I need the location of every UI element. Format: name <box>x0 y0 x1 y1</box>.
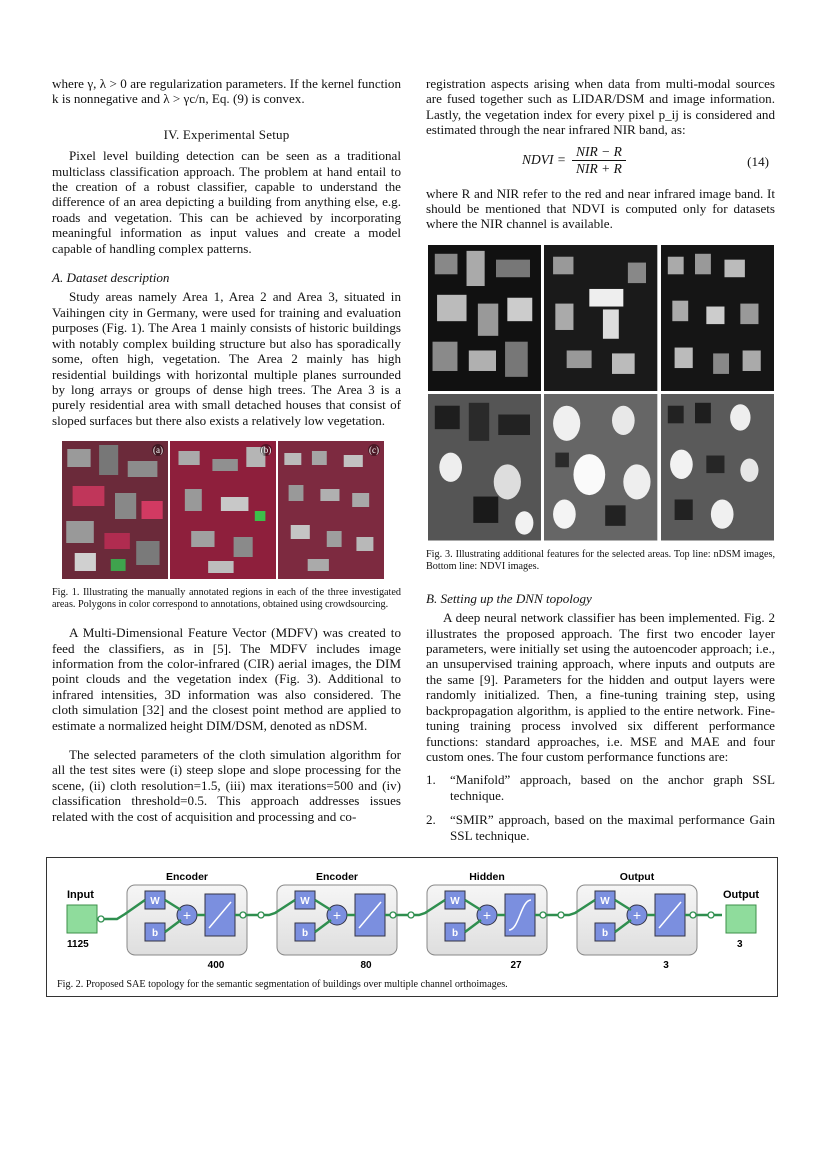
bias-label: b <box>601 928 609 939</box>
subsection-title: B. Setting up the DNN topology <box>426 590 592 606</box>
figure-2 <box>46 857 778 997</box>
weight-label: W <box>300 896 310 907</box>
layer-block <box>577 871 697 971</box>
left-column <box>52 76 401 824</box>
layer-title: Hidden <box>469 871 505 883</box>
ndsm-image <box>544 245 657 392</box>
list-item: 2. “SMIR” approach, based on the maximal performance Gain SSL technique. <box>426 812 775 843</box>
fig1-panel-a <box>62 441 168 579</box>
layer-size: 80 <box>360 960 372 971</box>
figure-1 <box>62 441 384 579</box>
paragraph: The selected parameters of the cloth simulation algorithm for all the test sites were (i) steep slope and slope processing for the scene, (ii) cloth resolution=1.5, (iii) max iterations=500 and (iv) classification threshold=0.5. This approach addresses issues related with the cost of acquisition and processing and co- <box>52 746 401 824</box>
paragraph: A deep neural network classifier has been implemented. Fig. 2 illustrates the proposed approach. The first two encoder layer parameters, were initially set using the autoencoder approach; i.e., an unsupervised training approach, where inputs and outputs are the same [9]. Parameters for the hidden and output layers were randomly initialized. Then, a fine-tuning training step, using backpropagation algorithm, is applied to the entire network. Fine-tuning training process involved six different performance functions: standard approaches, i.e. MSE and MAE and four custom ones. The four custom performance functions are: <box>426 610 775 764</box>
weight-label: W <box>150 896 160 907</box>
input-node <box>67 905 97 933</box>
paragraph: A Multi-Dimensional Feature Vector (MDFV) was created to feed the classifiers, as in [5]. The MDFV includes image information from the color-infrared (CIR) aerial images, the DIM point clouds and the vegetation index (Fig. 3). Additional to infrared intensities, 3D information was also considered. The cloth simulation [32] and the closest point method are applied to estimate a normalized height DIM/DSM, denoted as nDSM. <box>52 625 401 733</box>
sae-topology-diagram <box>47 858 777 976</box>
eq-denominator: NIR + R <box>575 160 622 176</box>
eq-lhs: NDVI = <box>522 152 566 168</box>
output-label: Output <box>723 889 760 901</box>
panel-label: (a) <box>153 445 163 456</box>
right-column <box>426 76 775 852</box>
bias-label: b <box>151 928 159 939</box>
layer-size: 400 <box>207 960 225 971</box>
eq-numerator: NIR − R <box>572 144 626 161</box>
fig1-panel-c <box>278 441 384 579</box>
sum-symbol: + <box>482 907 492 923</box>
fig1-panel-b <box>170 441 276 579</box>
layer-title: Encoder <box>165 871 209 883</box>
layer-size: 27 <box>510 960 522 971</box>
input-label: Input <box>67 889 94 901</box>
performance-function-list <box>426 772 775 843</box>
ndvi-image <box>544 394 657 541</box>
weight-label: W <box>600 896 610 907</box>
eq-number: (14) <box>747 153 769 169</box>
fig2-caption: Fig. 2. Proposed SAE topology for the semantic segmentation of buildings over multiple channel orthoimages. <box>57 979 508 990</box>
paragraph: registration aspects arising when data from multi-modal sources are fused together such as LIDAR/DSM and image information. Lastly, the vegetation index for every pixel p_ij is considered and estimated through the near infrared NIR band, as: <box>426 76 775 138</box>
bias-label: b <box>301 928 309 939</box>
fig3-caption: Fig. 3. Illustrating additional features for the selected areas. Top line: nDSM images, Bottom line: NDVI images. <box>426 548 775 572</box>
layer-block <box>127 871 247 971</box>
ndvi-image <box>661 394 774 541</box>
weight-label: W <box>450 896 460 907</box>
sum-symbol: + <box>332 907 342 923</box>
input-size: 1125 <box>67 939 89 950</box>
output-node <box>726 905 756 933</box>
layer-block <box>277 871 397 971</box>
figure-3 <box>428 245 774 541</box>
sum-symbol: + <box>632 907 642 923</box>
output-size: 3 <box>737 939 743 950</box>
subsection-title: A. Dataset description <box>52 270 170 286</box>
ndsm-image <box>428 245 541 392</box>
ndsm-image <box>661 245 774 392</box>
paragraph: Pixel level building detection can be seen as a traditional multiclass classification approach. The problem at hand entail to the creation of a robust classifier, capable to understand the difference of an area depicting a building from anything else, e.g. roads and vegetation. This can be achieved by incorporating meaningful information as input values and create a model capable of handling complex patterns. <box>52 148 401 256</box>
paragraph: Study areas namely Area 1, Area 2 and Area 3, situated in Vaihingen city in Germany, were used for training and evaluation purposes (Fig. 1). The Area 1 mainly consists of historic buildings with notably complex building structure but also has sporadically some, often high, vegetation. The Area 2 mainly has high residential buildings with horizontal multiple planes surrounded by long arrays or groups of dense high trees. The Area 3 is a purely residential area with small detached houses that consist of sloped surfaces but there also exists a relatively low vegetation. <box>52 289 401 428</box>
layer-title: Output <box>619 871 655 883</box>
ndvi-image <box>428 394 541 541</box>
equation-14 <box>426 142 775 182</box>
paragraph: where R and NIR refer to the red and near infrared image band. It should be mentioned that NDVI is computed only for datasets where the NIR channel is available. <box>426 185 775 232</box>
panel-label: (c) <box>369 445 379 456</box>
panel-label: (b) <box>260 445 272 456</box>
layer-title: Encoder <box>315 871 359 883</box>
layer-size: 3 <box>663 960 669 971</box>
fig1-caption: Fig. 1. Illustrating the manually annotated regions in each of the three investigated areas. Polygons in color correspond to annotations, obtained using crowdsourcing. <box>52 587 401 611</box>
sum-symbol: + <box>182 907 192 923</box>
section-title: IV. Experimental Setup <box>163 126 290 142</box>
list-item: 1. “Manifold” approach, based on the anchor graph SSL technique. <box>426 772 775 803</box>
bias-label: b <box>451 928 459 939</box>
intro-paragraph: where γ, λ > 0 are regularization parameters. If the kernel function k is nonnegative and λ > γc/n, Eq. (9) is convex. <box>52 76 401 107</box>
layer-block <box>427 871 547 971</box>
